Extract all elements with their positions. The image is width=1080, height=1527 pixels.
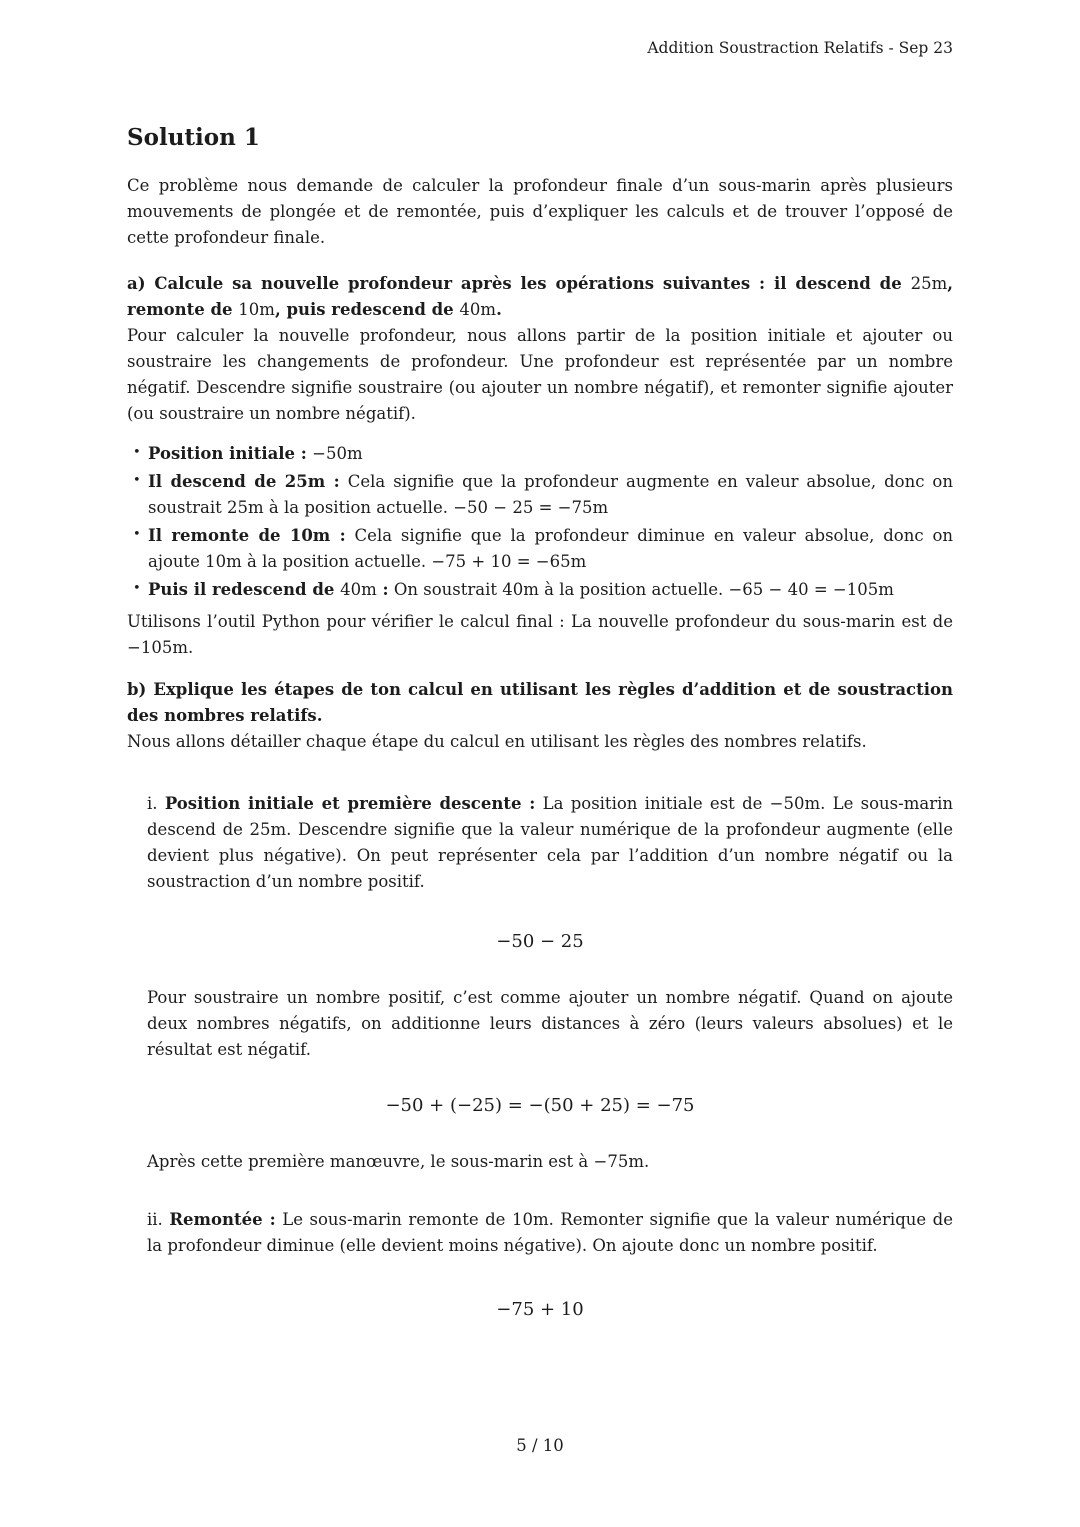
page-content — [127, 0, 953, 1323]
intro-paragraph: Ce problème nous demande de calculer la profondeur finale d’un sous-marin après plusieurs mouvements de plongée et de remontée, puis d’expliquer les calculs et de trouver l’opposé de cette profondeur finale. — [127, 176, 953, 247]
bullet-icon: • — [133, 473, 141, 488]
footer-page-number: 5 / 10 — [516, 1436, 564, 1455]
section-a-paragraph: Pour calculer la nouvelle profondeur, nous allons partir de la position initiale et ajouter ou soustraire les changements de profondeur. Une profondeur est représentée par un nombre négatif. Descendre signifie soustraire (ou ajouter un nombre négatif), et remonter signifie ajouter (ou soustraire un nombre négatif). — [127, 326, 953, 423]
list-item-text: Puis il redescend de 40m : On soustrait 40m à la position actuelle. −65 − 40 = −105m — [148, 580, 894, 599]
section-b-heading-text: b) Explique les étapes de ton calcul en utilisant les règles d’addition et de soustraction des nombres relatifs. — [127, 680, 953, 725]
python-verification-note: Utilisons l’outil Python pour vérifier le calcul final : La nouvelle profondeur du sous-marin est de −105m. — [127, 612, 953, 657]
list-item-text: Position initiale : −50m — [148, 444, 363, 463]
page-title: Solution 1 — [127, 124, 260, 151]
bullet-icon: • — [133, 527, 141, 542]
step-ii-paragraph: ii. Remontée : Le sous-marin remonte de 10m. Remonter signifie que la valeur numérique de la profondeur diminue (elle devient moins négative). On ajoute donc un nombre positif. — [147, 1210, 954, 1255]
list-item-text: Il remonte de 10m : Cela signifie que la profondeur diminue en valeur absolue, donc on ajoute 10m à la position actuelle. −75 + 10 = −65m — [148, 526, 954, 571]
bullet-list — [127, 441, 953, 603]
list-item — [127, 441, 953, 467]
list-item — [127, 523, 953, 575]
running-header: Addition Soustraction Relatifs - Sep 23 — [647, 39, 953, 57]
list-item — [127, 469, 953, 521]
section-b-paragraph: Nous allons détailler chaque étape du calcul en utilisant les règles des nombres relatifs. — [127, 732, 867, 751]
equation-3: −75 + 10 — [496, 1299, 584, 1320]
list-item — [127, 577, 953, 603]
section-b-heading — [127, 677, 953, 729]
list-item-text: Il descend de 25m : Cela signifie que la profondeur augmente en valeur absolue, donc on soustrait 25m à la position actuelle. −50 − 25 = −75m — [148, 472, 953, 517]
section-a-heading: a) Calcule sa nouvelle profondeur après les opérations suivantes : il descend de 25m, remonte de 10m, puis redescend de 40m. — [127, 274, 953, 319]
equation-1: −50 − 25 — [496, 931, 584, 952]
bullet-icon: • — [133, 581, 141, 596]
bullet-icon: • — [133, 445, 141, 460]
step-i-result: Après cette première manœuvre, le sous-marin est à −75m. — [147, 1152, 650, 1171]
step-i-paragraph: i. Position initiale et première descente : La position initiale est de −50m. Le sous-marin descend de 25m. Descendre signifie que la valeur numérique de la profondeur augmente (elle devient plus négative). On peut représenter cela par l’addition d’un nombre négatif ou la soustraction d’un nombre positif. — [147, 794, 954, 891]
step-i-explanation: Pour soustraire un nombre positif, c’est comme ajouter un nombre négatif. Quand on ajoute deux nombres négatifs, on additionne leurs distances à zéro (leurs valeurs absolues) et le résultat est négatif. — [147, 988, 953, 1059]
equation-2: −50 + (−25) = −(50 + 25) = −75 — [385, 1095, 695, 1116]
